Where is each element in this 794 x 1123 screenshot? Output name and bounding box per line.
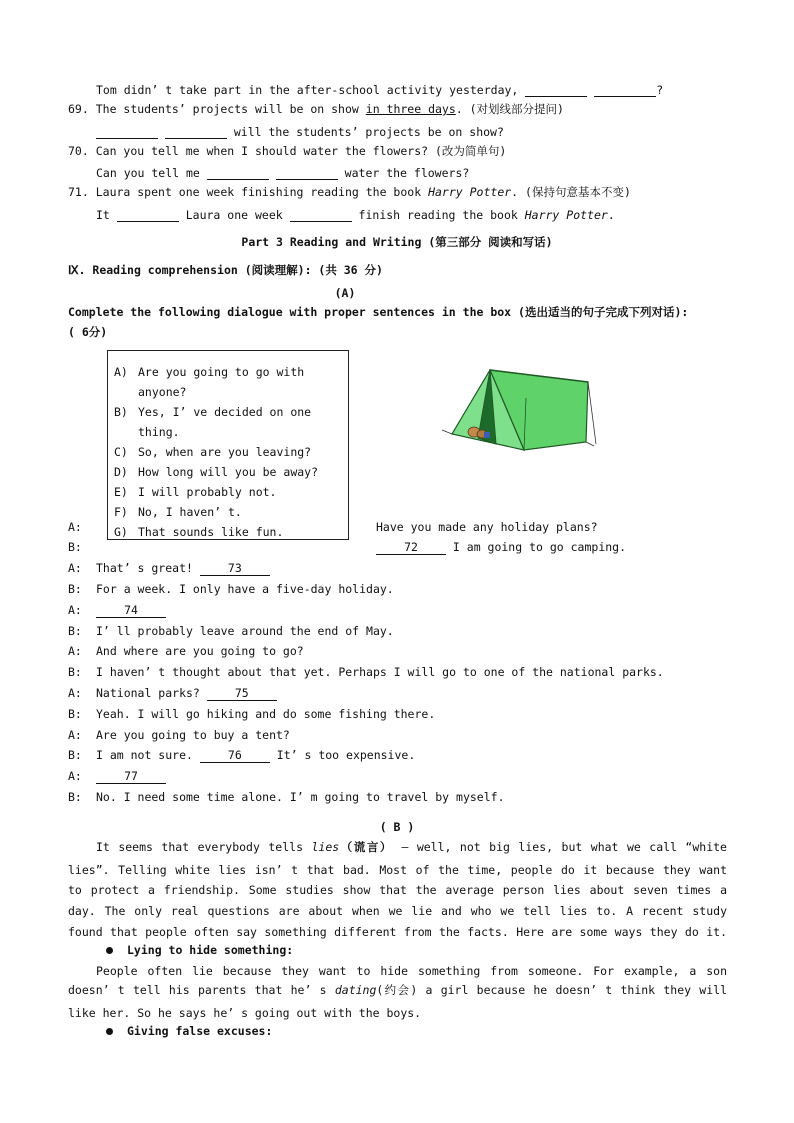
passage-line: to protect a friendship. Some studies show that the average person lies about seven times a — [68, 883, 727, 897]
tent-icon — [438, 364, 600, 454]
dialogue-speaker: A: — [68, 644, 82, 658]
answer-blank[interactable] — [207, 167, 269, 180]
passage-line: It seems that everybody tells lies（谎言） — well, not big lies, but what we call “white — [96, 840, 727, 854]
dialogue-line — [96, 603, 166, 618]
underlined-phrase: in three days — [365, 102, 456, 116]
section-b-label: ( B ) — [379, 820, 415, 834]
section-a-instruction: Complete the following dialogue with proper sentences in the box (选出适当的句子完成下列对话): — [68, 305, 689, 319]
dialogue-line — [376, 520, 598, 534]
dialogue-speaker: B: — [68, 707, 82, 721]
dialogue-text: Yeah. I will go hiking and do some fishing there. — [96, 707, 436, 721]
option-g: G) That sounds like fun. — [114, 525, 284, 539]
dialogue-text: National parks? — [96, 686, 207, 700]
answer-blank[interactable] — [594, 84, 656, 97]
answer-blank[interactable] — [96, 126, 158, 139]
dialogue-text: Have you made any holiday plans? — [376, 520, 598, 534]
dialogue-text: That’ s great! — [96, 561, 200, 575]
dialogue-speaker: A: — [68, 769, 82, 783]
answer-blank-number[interactable]: 74 — [96, 603, 166, 618]
option-b-cont: thing. — [138, 425, 180, 439]
dialogue-line — [96, 769, 166, 784]
part-title: Part 3 Reading and Writing (第三部分 阅读和写话) — [241, 235, 553, 249]
answer-blank-number[interactable]: 77 — [96, 769, 166, 784]
question-69: 69. The students’ projects will be on show in three days. (对划线部分提问) — [68, 102, 564, 116]
dialogue-line — [96, 624, 394, 638]
answer-blank[interactable] — [165, 126, 227, 139]
answer-blank[interactable] — [525, 84, 587, 97]
dialogue-speaker: B: — [68, 790, 82, 804]
option-e: E) I will probably not. — [114, 485, 277, 499]
answer-blank[interactable] — [290, 209, 352, 222]
dialogue-text: I’ ll probably leave around the end of May. — [96, 624, 394, 638]
question-70: 70. Can you tell me when I should water the flowers? (改为简单句) — [68, 144, 507, 158]
passage-line: day. The only real questions are about when we lie and who we tell lies to. A recent study — [68, 904, 727, 918]
dialogue-line — [96, 728, 290, 742]
question-71-answer: It Laura one week finish reading the book Harry Potter. — [96, 208, 615, 222]
dialogue-line — [96, 707, 435, 721]
answer-blank-number[interactable]: 72 — [376, 540, 446, 555]
question-69-answer: will the students’ projects be on show? — [96, 125, 504, 139]
dialogue-speaker: B: — [68, 540, 82, 554]
bullet-heading: Lying to hide something: — [106, 943, 293, 957]
dialogue-text: For a week. I only have a five-day holiday. — [96, 582, 394, 596]
passage-line: lies”. Telling white lies isn’ t that bad. Most of the time, people do it because they want — [68, 863, 727, 877]
bullet-heading: Giving false excuses: — [106, 1024, 272, 1038]
answer-blank[interactable] — [117, 209, 179, 222]
dialogue-line — [96, 665, 664, 679]
dialogue-text: No. I need some time alone. I’ m going to travel by myself. — [96, 790, 505, 804]
dialogue-line — [96, 644, 304, 658]
dialogue-speaker: B: — [68, 582, 82, 596]
bullet-icon — [106, 1028, 113, 1035]
dialogue-line — [96, 748, 415, 763]
section-a-label: (A) — [334, 286, 356, 300]
dialogue-text: I am not sure. — [96, 748, 200, 762]
section-a-score: ( 6分) — [68, 325, 108, 339]
dialogue-line — [96, 790, 505, 804]
dialogue-speaker: A: — [68, 603, 82, 617]
section-title: Ⅸ. Reading comprehension (阅读理解): (共 36 分) — [68, 263, 383, 277]
passage-line: People often lie because they want to hide something from someone. For example, a son — [96, 964, 727, 978]
option-a: A) Are you going to go with — [114, 365, 305, 379]
answer-blank-number[interactable]: 75 — [207, 686, 277, 701]
answer-blank-number[interactable]: 76 — [200, 748, 270, 763]
dialogue-text: It’ s too expensive. — [269, 748, 416, 762]
dialogue-speaker: A: — [68, 520, 82, 534]
dialogue-speaker: A: — [68, 728, 82, 742]
dialogue-text: I am going to go camping. — [446, 540, 627, 554]
question-70-answer: Can you tell me water the flowers? — [96, 166, 470, 180]
bullet-icon — [106, 947, 113, 954]
question-71: 71. Laura spent one week finishing reading the book Harry Potter. (保持句意基本不变) — [68, 185, 631, 199]
option-a-cont: anyone? — [138, 385, 187, 399]
passage-line: like her. So he says he’ s going out with the boys. — [68, 1006, 422, 1020]
dialogue-text: And where are you going to go? — [96, 644, 304, 658]
option-f: F) No, I haven’ t. — [114, 505, 242, 519]
option-d: D) How long will you be away? — [114, 465, 319, 479]
option-c: C) So, when are you leaving? — [114, 445, 312, 459]
answer-blank[interactable] — [276, 167, 338, 180]
dialogue-text: I haven’ t thought about that yet. Perhaps I will go to one of the national parks. — [96, 665, 664, 679]
q68-line: Tom didn’ t take part in the after-school activity yesterday, ? — [96, 83, 664, 97]
answer-blank-number[interactable]: 73 — [200, 561, 270, 576]
dialogue-speaker: B: — [68, 748, 82, 762]
dialogue-line — [96, 561, 270, 576]
dialogue-speaker: A: — [68, 686, 82, 700]
dialogue-text: Are you going to buy a tent? — [96, 728, 290, 742]
passage-line: doesn’ t tell his parents that he’ s dating(约会) a girl because he doesn’ t think they will — [68, 983, 727, 997]
dialogue-speaker: A: — [68, 561, 82, 575]
options-box — [107, 350, 349, 540]
dialogue-line — [96, 686, 277, 701]
dialogue-speaker: B: — [68, 665, 82, 679]
dialogue-line — [376, 540, 626, 555]
dialogue-speaker: B: — [68, 624, 82, 638]
option-b: B) Yes, I’ ve decided on one — [114, 405, 312, 419]
dialogue-line — [96, 582, 394, 596]
passage-line: found that people often say something different from the facts. Here are some ways they do it. — [68, 925, 727, 939]
